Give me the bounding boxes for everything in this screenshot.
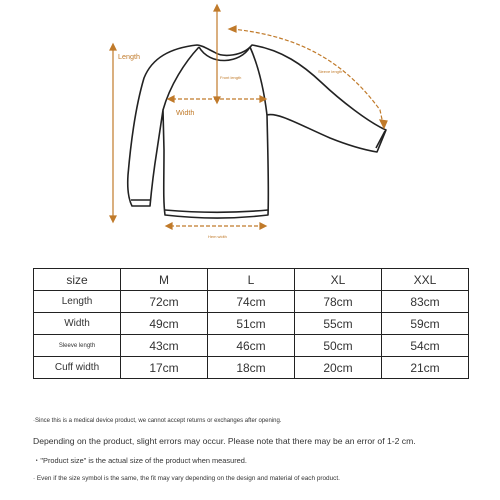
table-cell: 83cm [382,291,469,313]
row-label: Sleeve length [34,335,121,357]
table-cell: 78cm [295,291,382,313]
table-header-row [34,269,469,291]
table-header-cell: XXL [382,269,469,291]
note-error-margin: Depending on the product, slight errors may occur. Please note that there may be an error of 1-2 cm. [33,436,416,446]
row-label: Width [34,313,121,335]
table-cell: 43cm [121,335,208,357]
table-cell: 59cm [382,313,469,335]
table-cell: 49cm [121,313,208,335]
table-cell: 17cm [121,357,208,379]
table-cell: 21cm [382,357,469,379]
table-header-cell: size [34,269,121,291]
note-returns: ·Since this is a medical device product, we cannot accept returns or exchanges after opening. [33,418,282,424]
shirt-outline [128,45,386,218]
row-label: Length [34,291,121,313]
table-row [34,335,469,357]
table-cell: 51cm [208,313,295,335]
row-label: Cuff width [34,357,121,379]
table-cell: 46cm [208,335,295,357]
width-label: Width [176,108,195,117]
table-row [34,313,469,335]
front-length-label: Front length [220,75,242,80]
table-cell: 20cm [295,357,382,379]
notes-section [33,418,493,482]
table-cell: 54cm [382,335,469,357]
table-row [34,357,469,379]
note-fit-varies: · Even if the size symbol is the same, the fit may vary depending on the design and material of each product. [33,475,340,482]
note-product-size: ・"Product size" is the actual size of the product when measured. [33,456,247,465]
table-header-cell: XL [295,269,382,291]
table-cell: 72cm [121,291,208,313]
table-cell: 74cm [208,291,295,313]
table-cell: 55cm [295,313,382,335]
sleeve-length-label: Sleeve length [318,69,343,74]
table-header-cell: L [208,269,295,291]
table-header-cell: M [121,269,208,291]
table-row [34,291,469,313]
length-label: Length [118,52,140,61]
size-table [33,268,469,379]
table-cell: 18cm [208,357,295,379]
table-cell: 50cm [295,335,382,357]
hem-width-label: Hem width [208,234,227,239]
